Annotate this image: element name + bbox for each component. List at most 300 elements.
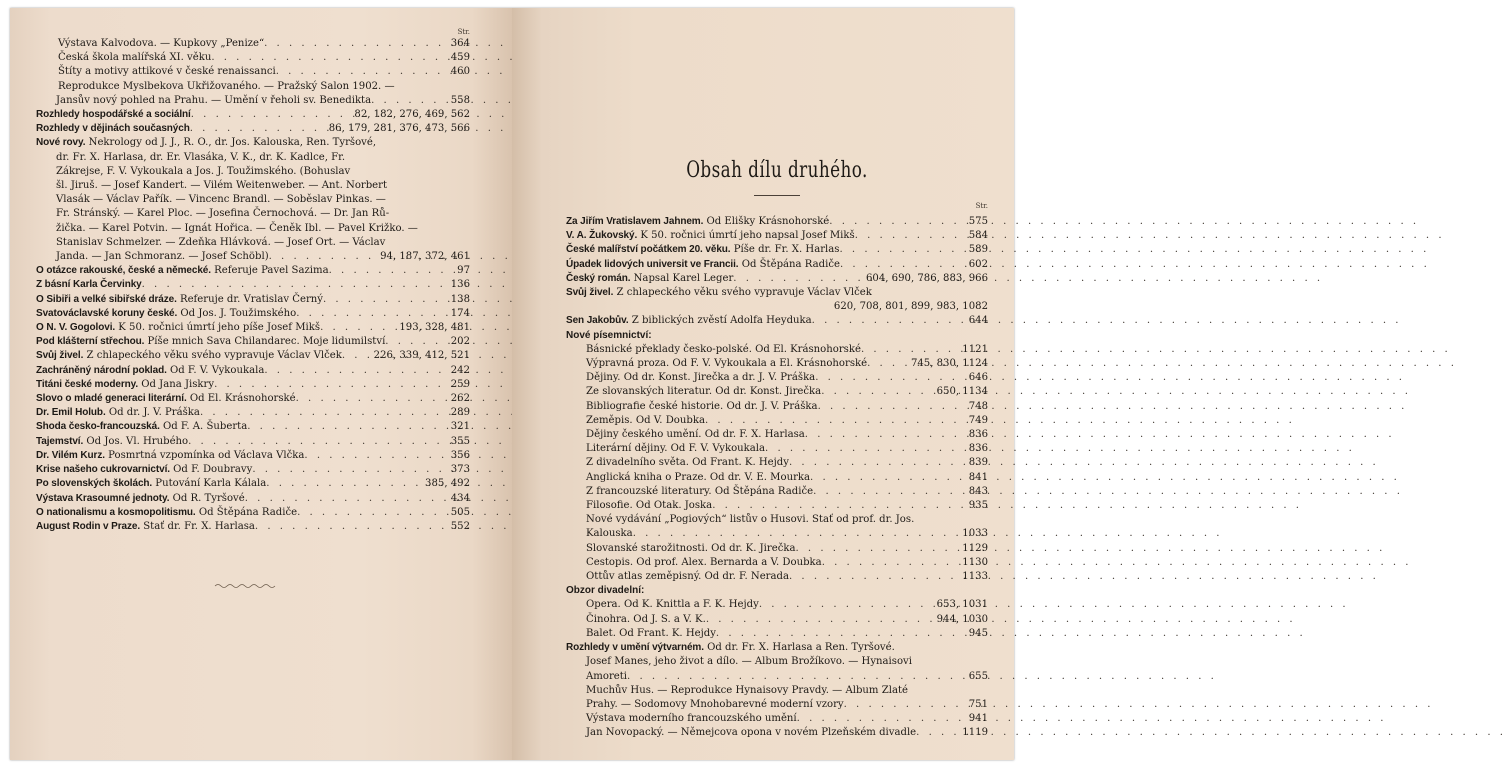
leader-dots [797, 712, 966, 726]
entry-pages: 843 [968, 485, 988, 497]
leader-dots [269, 250, 377, 264]
leader-dots [264, 364, 447, 378]
leader-dots [765, 442, 966, 456]
entry-pages: 1133 [962, 571, 988, 583]
toc-entry [566, 258, 988, 272]
entry-title [586, 385, 821, 399]
leader-dots [190, 122, 326, 136]
entry-title [586, 698, 844, 712]
entry-text: Cestopis. Od prof. Alex. Bernarda a V. Doubka [586, 556, 822, 568]
entry-text: K 50. ročnici úmrtí jeho píše Josef Mikš [115, 322, 321, 334]
toc-entry-line [36, 151, 470, 165]
entry-text: Stanislav Schmelzer. — Zdeňka Hlávková. — Josef Ort. — Václav [56, 236, 386, 248]
entry-title [586, 400, 818, 414]
entry-title [36, 264, 329, 278]
entry-text: Od Štěpána Radiče [195, 506, 298, 518]
toc-entry-line [566, 655, 988, 669]
leader-dots [822, 556, 960, 570]
entry-title [36, 477, 266, 491]
leader-dots [264, 37, 448, 51]
entry-text: Píše mnich Sava Chilandarec. Moje lidumilství [144, 336, 386, 348]
entry-pages: 620, 708, 801, 899, 983, 1082 [833, 301, 988, 313]
toc-entry [566, 698, 988, 712]
entry-title [58, 51, 211, 65]
entry-text: Nové vydávání „Pogiových“ listův o Husovi. Stať od prof. dr. Jos. [586, 514, 915, 526]
entry-heading: Nové rovy. [36, 137, 86, 149]
toc-entry [566, 385, 988, 399]
toc-entry [36, 364, 470, 378]
entry-text: Vlasák — Václav Pařík. — Vincenc Brandl. — Soběslav Pinkas. — [56, 194, 386, 206]
entry-pages: 460 [450, 66, 470, 78]
entry-heading: Titáni české moderny. [36, 378, 139, 390]
section-label: Obzor divadelní: [566, 585, 645, 597]
toc-entry [36, 307, 470, 321]
toc-entry-line [36, 165, 470, 179]
entry-title [36, 108, 191, 122]
toc-list-right [566, 215, 988, 741]
toc-entry-line [566, 641, 988, 655]
leader-dots [861, 343, 959, 357]
leader-dots [810, 471, 966, 485]
heading-rule [754, 195, 800, 196]
leader-dots [385, 335, 447, 349]
toc-entry [36, 335, 470, 349]
entry-heading: V. A. Žukovský. [566, 230, 638, 242]
leader-dots [812, 314, 966, 328]
ornament-divider [215, 583, 275, 589]
entry-text: Prahy. — Sodomovy Mnohobarevné moderní vzory [586, 698, 844, 710]
entry-pages: 136 [450, 279, 470, 291]
entry-pages: 644 [968, 315, 988, 327]
entry-pages: 584 [968, 230, 988, 242]
leader-dots [805, 428, 966, 442]
entry-title [586, 485, 813, 499]
entry-pages: 604, 690, 786, 883, 966 [866, 272, 988, 284]
leader-dots [371, 94, 448, 108]
entry-heading: Dr. Emil Holub. [36, 407, 106, 419]
entry-pages: 653, 1031 [936, 599, 988, 611]
leader-dots [200, 406, 448, 420]
toc-entry-pages-line [566, 300, 988, 314]
leader-dots [188, 435, 448, 449]
entry-pages: 202 [450, 336, 470, 348]
entry-text: Putování Karla Kálala [152, 478, 267, 490]
entry-pages: 589 [968, 244, 988, 256]
leader-dots [706, 613, 934, 627]
entry-title [566, 243, 839, 257]
leader-dots [839, 243, 965, 257]
entry-pages: 242 [450, 364, 470, 376]
toc-entry [566, 556, 988, 570]
toc-entry [36, 278, 470, 292]
leader-dots [296, 307, 447, 321]
entry-pages: 1119 [962, 727, 988, 739]
entry-title [36, 321, 320, 335]
entry-pages: 1121 [962, 343, 988, 355]
entry-pages: 226, 339, 412, 521 [373, 350, 470, 362]
entry-text: Od F. V. Vykoukala [166, 364, 265, 376]
entry-text: šl. Jiruš. — Josef Kandert. — Vilém Weitenweber. — Ant. Norbert [56, 180, 388, 192]
entry-text: Zákrejse, F. V. Vykoukala a Jos. J. Toužimského. (Bohuslav [56, 165, 351, 177]
entry-title [36, 307, 296, 321]
leader-dots [916, 726, 959, 740]
toc-entry [566, 215, 988, 229]
entry-heading: O N. V. Gogolovi. [36, 322, 116, 334]
leader-dots [821, 385, 933, 399]
entry-text: Česká škola malířská XI. věku [58, 52, 212, 64]
entry-text: Opera. Od K. Knittla a F. K. Hejdy [586, 599, 759, 611]
entry-pages: 945 [968, 627, 988, 639]
toc-entry [566, 442, 988, 456]
entry-pages: 94, 187, 372, 461 [380, 251, 470, 263]
leader-dots [815, 371, 966, 385]
entry-text: Stať dr. Fr. X. Harlasa [140, 520, 255, 532]
toc-entry [36, 477, 470, 491]
entry-pages: 289 [450, 407, 470, 419]
toc-entry [566, 371, 988, 385]
entry-title [36, 492, 245, 506]
entry-title [586, 343, 861, 357]
toc-entry [566, 471, 988, 485]
entry-text: Ottův atlas zeměpisný. Od dr. F. Nerada [586, 571, 790, 583]
toc-entry [36, 349, 470, 363]
toc-entry-line [566, 513, 988, 527]
entry-heading: August Rodin v Praze. [36, 520, 141, 532]
entry-title [586, 357, 867, 371]
entry-text: Z chlapeckého věku svého vypravuje Václav Vlček [83, 350, 342, 362]
toc-entry [566, 499, 988, 513]
entry-text: Z divadelního světa. Od Frant. K. Hejdy [586, 457, 789, 469]
entry-text: Z chlapeckého věku svého vypravuje Václav Vlček [613, 287, 872, 299]
leader-dots [789, 456, 966, 470]
entry-title [586, 542, 796, 556]
toc-entry [566, 400, 988, 414]
page-column-label: Str. [457, 28, 470, 36]
toc-entry [566, 598, 988, 612]
entry-text: dr. Fr. X. Harlasa, dr. Er. Vlasáka, V. K., dr. K. Kadlce, Fr. [56, 151, 346, 163]
entry-text: Muchův Hus. — Reprodukce Hynaisovy Pravdy. — Album Zlaté [586, 684, 909, 696]
entry-pages: 1130 [962, 556, 988, 568]
entry-pages: 259 [450, 378, 470, 390]
leader-dots [716, 627, 966, 641]
entry-pages: 650, 1134 [936, 386, 988, 398]
entry-title [586, 598, 759, 612]
entry-title [56, 250, 269, 264]
toc-entry [36, 51, 470, 65]
entry-text: Literární dějiny. Od F. V. Vykoukala [586, 443, 766, 455]
entry-text: Od Jana Jiskry [138, 378, 215, 390]
entry-heading: Svatováclavské koruny české. [36, 307, 178, 319]
toc-entry-line [36, 136, 470, 150]
entry-title [586, 471, 810, 485]
leader-dots [214, 378, 448, 392]
toc-entry [36, 108, 470, 122]
toc-entry-line [566, 286, 988, 300]
entry-text: Od Jos. J. Toužimského [177, 307, 297, 319]
entry-pages: 655 [968, 670, 988, 682]
entry-heading: Za Jiřím Vratislavem Jahnem. [566, 216, 704, 227]
entry-text: Amoreti [586, 670, 628, 682]
leader-dots [627, 670, 966, 684]
entry-title [36, 349, 342, 363]
toc-entry [36, 506, 470, 520]
toc-entry [36, 37, 470, 51]
entry-title [36, 378, 214, 392]
entry-pages: 434 [450, 492, 470, 504]
leader-dots [247, 420, 447, 434]
entry-title [36, 406, 200, 420]
toc-entry [566, 343, 988, 357]
entry-title [586, 442, 765, 456]
leader-dots [759, 598, 934, 612]
toc-entry [566, 527, 988, 541]
entry-pages: 505 [450, 506, 470, 518]
entry-text: Referuje Pavel Sazima [210, 265, 329, 277]
entry-title [566, 229, 855, 243]
entry-pages: 602 [968, 258, 988, 270]
entry-title [566, 258, 840, 272]
toc-entry [36, 420, 470, 434]
entry-text: Od R. Tyršové [169, 492, 245, 504]
entry-heading: Úpadek lidových universit ve Francii. [566, 258, 739, 270]
entry-text: Od Štěpána Radiče [738, 258, 840, 270]
entry-pages: 82, 182, 276, 469, 562 [354, 109, 470, 121]
toc-entry [566, 414, 988, 428]
entry-heading: České malířství počátkem 20. věku. [566, 244, 731, 256]
entry-title [586, 556, 822, 570]
leader-dots [796, 542, 960, 556]
entry-title [586, 414, 705, 428]
entry-text: Jansův nový pohled na Prahu. — Umění v řeholi sv. Benedikta [56, 94, 372, 106]
entry-text: Posmrtná vzpomínka od Václava Vlčka [104, 449, 305, 461]
toc-entry-line [36, 80, 470, 94]
entry-text: Slovanské starožitnosti. Od dr. K. Jirečka [586, 542, 796, 554]
toc-entry [36, 520, 470, 534]
entry-heading: O Sibiři a velké sibiřské dráze. [36, 293, 177, 305]
entry-title [36, 506, 297, 520]
entry-heading: Svůj živel. [566, 287, 614, 299]
entry-pages: 745, 830, 1124 [910, 358, 988, 370]
entry-text: Činohra. Od J. S. a V. K. [586, 613, 706, 625]
toc-entry [566, 627, 988, 641]
toc-entry [566, 570, 988, 584]
entry-title [36, 449, 304, 463]
toc-entry [36, 250, 470, 264]
leader-dots [297, 506, 448, 520]
toc-entry [36, 378, 470, 392]
entry-heading: Zachráněný národní poklad. [36, 364, 167, 376]
entry-pages: 174 [450, 307, 470, 319]
entry-pages: 836 [968, 443, 988, 455]
toc-list-left [36, 37, 470, 534]
entry-text: Zeměpis. Od V. Doubka [586, 414, 705, 426]
entry-title [586, 726, 916, 740]
entry-heading: Dr. Vilém Kurz. [36, 449, 105, 461]
entry-pages: 86, 179, 281, 376, 473, 566 [328, 123, 470, 135]
entry-title [586, 670, 627, 684]
entry-text: Josef Manes, jeho život a dílo. — Album Brožíkovo. — Hynaisovi [586, 656, 912, 668]
entry-heading: Tajemství. [36, 435, 84, 447]
section-label: Nové písemnictví: [566, 329, 652, 341]
entry-text: Výstava Kalvodova. — Kupkovy „Penize“ [58, 38, 265, 49]
entry-pages: 944, 1030 [936, 613, 988, 625]
entry-title [36, 122, 190, 136]
entry-title [36, 293, 323, 307]
entry-pages: 751 [968, 698, 988, 710]
toc-entry [36, 321, 470, 335]
entry-title [586, 527, 633, 541]
entry-pages: 575 [968, 216, 988, 227]
toc-entry [566, 357, 988, 371]
leader-dots [329, 264, 455, 278]
entry-text: Od dr. Fr. X. Harlasa a Ren. Tyršové. [703, 642, 895, 654]
leader-dots [733, 272, 863, 286]
entry-heading: Svůj živel. [36, 350, 84, 362]
entry-title [586, 712, 797, 726]
entry-pages: 321 [450, 421, 470, 433]
leader-dots [712, 499, 966, 513]
entry-heading: Rozhledy v umění výtvarném. [566, 642, 704, 654]
entry-heading: Shoda česko-francouzská. [36, 421, 160, 433]
leader-dots [255, 520, 448, 534]
entry-title [586, 456, 789, 470]
entry-title [566, 314, 812, 328]
entry-text: Štíty a motivy attikové v české renaissanci [58, 66, 276, 78]
leader-dots [320, 321, 396, 335]
leader-dots [276, 65, 448, 79]
toc-entry [36, 406, 470, 420]
entry-pages: 1033 [962, 528, 988, 540]
toc-entry [566, 613, 988, 627]
toc-entry [566, 726, 988, 740]
toc-entry [36, 449, 470, 463]
entry-heading: Český román. [566, 272, 631, 284]
entry-pages: 841 [968, 471, 988, 483]
entry-text: Výstava moderního francouzského umění [586, 713, 797, 725]
entry-pages: 749 [968, 414, 988, 426]
leader-dots [633, 527, 960, 541]
toc-entry [566, 670, 988, 684]
entry-title [56, 94, 371, 108]
leader-dots [705, 414, 966, 428]
entry-text: Fr. Stránský. — Karel Ploc. — Josefina Černochová. — Dr. Jan Rů- [56, 208, 390, 220]
entry-text: Básnické překlady česko-polské. Od El. Krásnohorské [586, 343, 861, 355]
entry-heading: Pod klášterní střechou. [36, 336, 145, 348]
leader-dots [323, 293, 448, 307]
entry-text: Nekrology od J. J., R. O., dr. Jos. Kalouska, Ren. Tyršové, [85, 137, 377, 149]
entry-text: Janda. — Jan Schmoranz. — Josef Schöbl) [56, 251, 269, 263]
section-heading: Obsah dílu druhého. [686, 158, 868, 183]
leader-dots [818, 400, 966, 414]
toc-entry [36, 463, 470, 477]
entry-pages: 459 [450, 52, 470, 64]
entry-text: Jan Novopacký. — Němejcova opona v novém Plzeňském divadle [586, 727, 917, 739]
leader-dots [252, 463, 447, 477]
entry-pages: 193, 328, 481 [399, 322, 470, 334]
toc-entry [566, 485, 988, 499]
entry-title [36, 278, 142, 292]
entry-title [586, 570, 789, 584]
entry-pages: 836 [968, 429, 988, 441]
entry-heading: O nationalismu a kosmopolitismu. [36, 506, 196, 518]
left-page [10, 8, 512, 760]
entry-heading: Rozhledy hospodářské a sociální [36, 109, 191, 121]
entry-pages: 558 [450, 94, 470, 106]
toc-entry [36, 435, 470, 449]
entry-text: Reprodukce Myslbekova Ukřižovaného. — Pražský Salon 1902. — [58, 80, 395, 92]
leader-dots [191, 108, 352, 122]
leader-dots [844, 698, 966, 712]
leader-dots [142, 278, 448, 292]
toc-entry-line [36, 207, 470, 221]
entry-text: Od Jos. Vl. Hrubého [83, 435, 189, 447]
entry-heading: Krise našeho cukrovarnictví. [36, 464, 170, 476]
toc-entry-line [36, 193, 470, 207]
leader-dots [789, 570, 959, 584]
toc-entry [566, 456, 988, 470]
toc-entry [36, 94, 470, 108]
entry-text: Píše dr. Fr. X. Harlas [730, 244, 840, 256]
leader-dots [211, 51, 447, 65]
entry-title [36, 435, 188, 449]
entry-pages: 356 [450, 449, 470, 461]
entry-text: Od F. A. Šuberta [159, 421, 248, 433]
entry-heading: Po slovenských školách. [36, 478, 153, 490]
leader-dots [296, 392, 448, 406]
leader-dots [867, 357, 908, 371]
entry-title [586, 371, 815, 385]
toc-entry [566, 428, 988, 442]
entry-pages: 646 [968, 372, 988, 384]
entry-heading: Sen Jakobův. [566, 315, 629, 327]
entry-text: Od El. Krásnohorské [186, 393, 296, 405]
toc-entry-line [36, 236, 470, 250]
toc-entry [566, 712, 988, 726]
toc-entry [36, 65, 470, 79]
leader-dots [245, 492, 448, 506]
entry-pages: 748 [968, 400, 988, 412]
entry-pages: 385, 492 [425, 478, 470, 490]
entry-text: Kalouska [586, 528, 633, 540]
entry-pages: 1129 [962, 542, 988, 554]
entry-pages: 839 [968, 457, 988, 469]
entry-pages: 941 [968, 713, 988, 725]
entry-text: Od Elišky Krásnohorské [703, 216, 830, 227]
entry-pages: 373 [450, 464, 470, 476]
leader-dots [813, 485, 966, 499]
entry-title [36, 335, 385, 349]
entry-text: Dějiny českého umění. Od dr. F. X. Harlasa [586, 429, 805, 441]
toc-entry [566, 272, 988, 286]
entry-title [36, 420, 247, 434]
toc-entry [36, 293, 470, 307]
entry-text: Referuje dr. Vratislav Černý [176, 293, 323, 305]
entry-title [58, 65, 276, 79]
entry-title [36, 463, 252, 477]
leader-dots [304, 449, 447, 463]
entry-text: Filosofie. Od Otak. Joska [586, 500, 713, 512]
entry-pages: 97 [457, 265, 470, 277]
entry-title [566, 272, 733, 286]
page-column-label: Str. [975, 202, 988, 210]
entry-heading: Rozhledy v dějinách současných [36, 123, 190, 135]
entry-text: Balet. Od Frant. K. Hejdy [586, 627, 716, 639]
entry-title [36, 392, 296, 406]
entry-title [586, 428, 805, 442]
entry-title [566, 215, 829, 229]
entry-pages: 935 [968, 500, 988, 512]
right-page [512, 8, 1014, 760]
